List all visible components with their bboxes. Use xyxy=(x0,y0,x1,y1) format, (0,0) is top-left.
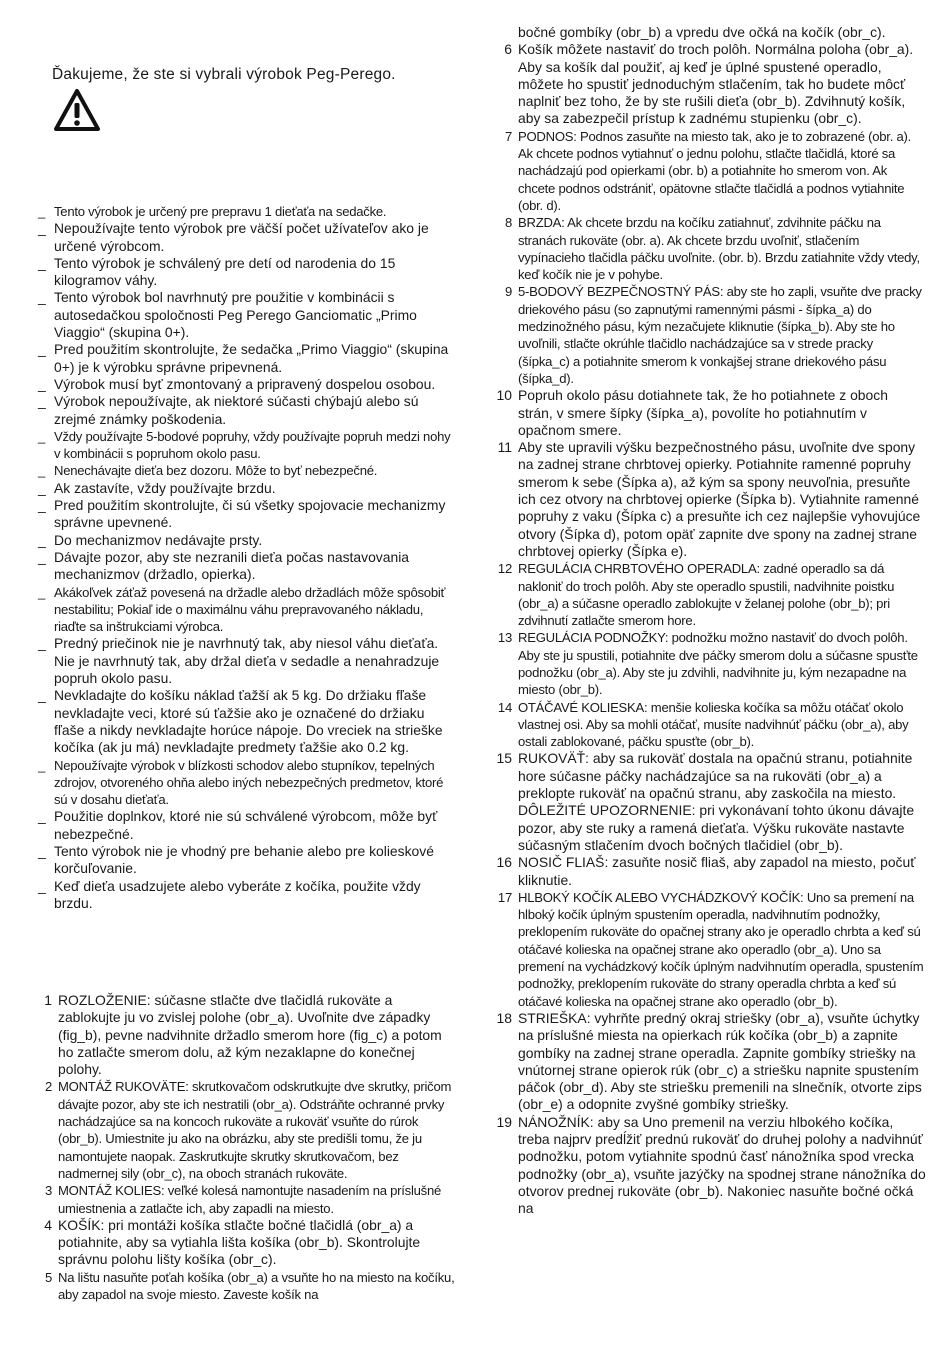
warning-text: Keď dieťa usadzujete alebo vyberáte z kočíka, použite vždy brzdu. xyxy=(54,877,421,911)
warning-text: Nepoužívajte tento výrobok pre väčší počet užívateľov ako je určené výrobcom. xyxy=(54,220,429,254)
step-text: BRZDA: Ak chcete brzdu na kočíku zatiahnuť, zdvihnite páčku na stranách rukoväte (obr. a). Ak chcete brzdu uvoľniť, stlačením vypínacieho tlačidla páčku uvoľnite. (obr. b). Brzdu zatiahnite vždy vtedy, keď kočík nie je v pohybe. xyxy=(518,215,920,283)
continuation-text: bočné gombíky (obr_b) a vpredu dve očká na kočík (obr_c). xyxy=(518,24,886,40)
step-number: 7 xyxy=(504,128,512,144)
warning-item xyxy=(38,687,456,756)
step-number: 16 xyxy=(496,854,512,871)
dash-bullet: _ xyxy=(38,463,46,479)
dash-bullet: _ xyxy=(38,757,46,773)
warning-item xyxy=(38,376,456,393)
step-text: OTÁČAVÉ KOLIESKA: menšie kolieska kočíka sa môžu otáčať okolo vlastnej osi. Aby sa mohli otáčať, musíte nadvihnúť páčku (obr_a), aby ostali zablokované, páčku spusťte (obr_b). xyxy=(518,699,909,750)
warning-text: Výrobok nepoužívajte, ak niektoré súčasti chýbajú alebo sú zrejmé známky poškodenia. xyxy=(54,393,419,427)
warning-text: Do mechanizmov nedávajte prsty. xyxy=(54,531,263,548)
warning-text: Tento výrobok je určený pre prepravu 1 dieťaťa na sedačke. xyxy=(54,204,387,219)
step-number: 13 xyxy=(497,630,512,646)
step-text: Popruh okolo pásu dotiahnete tak, že ho potiahnete z oboch strán, v smere šípky (šípka_a), povolíte ho potiahnutím v opačnom smere. xyxy=(518,387,888,438)
step-text: Aby ste upravili výšku bezpečnostného pásu, uvoľnite dve spony na zadnej strane chrbtovej opierky. Potiahnite ramenné popruhy smerom k sebe (Šípka a), až kým sa spony neuvoľnia, presuňte ich cez otvory na chrbtovej opierke (Šípka b). Vytiahnite ramenné popruhy z vaku (Šípka c) a presuňte ich cez najlepšie vyhovujúce otvory (Šípka d), potom opäť zapnite dve spony na zadnej strane chrbtovej opierky (Šípka e). xyxy=(518,439,921,559)
instruction-step xyxy=(36,1269,456,1304)
instruction-step xyxy=(496,283,926,387)
dash-bullet: _ xyxy=(38,375,46,392)
instruction-step xyxy=(496,629,926,698)
warning-item xyxy=(38,878,456,913)
warning-item xyxy=(38,532,456,549)
step-text: MONTÁŽ RUKOVÄTE: skrutkovačom odskrutkujte dve skrutky, pričom dávajte pozor, aby ste ich nestratili (obr_a). Odstráňte ochranné prvky nachádzajúce sa na koncoch rukoväte a rukoväť vsuňte do rúrok (obr_b). Umiestnite ju ako na obrázku, aby ste predišli tomu, že ju namontujete naopak. Zaskrutkujte skrutky skrutkovačom, bez nadmernej sily (obr_c), na oboch stranách rukoväte. xyxy=(58,1079,452,1181)
warning-text: Použitie doplnkov, ktoré nie sú schválené výrobcom, môže byť nebezpečné. xyxy=(54,808,438,842)
instruction-step xyxy=(36,1182,456,1217)
warning-item xyxy=(38,584,456,636)
step-number: 17 xyxy=(497,889,512,905)
step-number: 6 xyxy=(504,41,512,58)
warning-item xyxy=(38,203,456,220)
step-text: STRIEŠKA: vyhrňte predný okraj striešky (obr_a), vsuňte úchytky na príslušné miesta na opierkach rúk kočíka (obr_b) a zapnite gombíky na zadnej strane operadla. Zapnite gombíky striešky na vnútornej strane opierok rúk (obr_c) a striešku napnite spustením páčok (obr_d). Aby ste striešku premenili na slnečník, otvorte zips (obr_e) a odopnite zvyšné gombíky striešky. xyxy=(518,1009,922,1113)
instruction-step xyxy=(496,560,926,629)
instruction-step xyxy=(36,1078,456,1182)
dash-bullet: _ xyxy=(38,393,46,410)
step-text: Košík môžete nastaviť do troch polôh. Normálna poloha (obr_a). Aby sa košík dal použiť, aj keď je úplné spustené operadlo, môžete ho spustiť jednoduchým stlačením, tak ho budete môcť naplniť bez toho, že by ste rušili dieťa (obr_b). Zdvihnutý košík, aby sa zabezpečil prístup k zadnému stupienku (obr_c). xyxy=(518,41,914,127)
dash-bullet: _ xyxy=(38,204,46,219)
step-text: MONTÁŽ KOLIES: veľké kolesá namontujte nasadením na príslušné umiestnenia a zatlačte ich, aby zapadli na miesto. xyxy=(58,1183,442,1216)
instruction-step xyxy=(36,1217,456,1269)
warning-item xyxy=(38,497,456,532)
warning-item xyxy=(38,289,456,341)
warning-text: Nenechávajte dieťa bez dozoru. Môže to byť nebezpečné. xyxy=(54,463,378,479)
warning-item xyxy=(38,462,456,479)
step-text: REGULÁCIA PODNOŽKY: podnožku možno nastaviť do dvoch polôh. Aby ste ju spustili, potiahnite dve páčky smerom dolu a súčasne spusťte podnožku (obr_a). Aby ste ju zdvihli, nadvihnite ju, kým nezapadne na miesto (obr_b). xyxy=(518,630,918,698)
dash-bullet: _ xyxy=(38,289,46,306)
step-text: RUKOVÄŤ: aby sa rukoväť dostala na opačnú stranu, potiahnite hore súčasne páčky nachádzajúce sa na rukoväti (obr_a) a preklopte rukoväť na opačnú stranu, aby zaskočila na miesto. DÔLEŽITÉ UPOZORNENIE: pri vykonávaní tohto úkonu dávajte pozor, aby ste ruky a ramená dieťaťa. Výšku rukoväte nastavte súčasným stlačením dvoch bočných tlačidiel (obr_b). xyxy=(518,750,915,853)
dash-bullet: _ xyxy=(38,635,46,652)
dash-bullet: _ xyxy=(38,842,46,859)
dash-bullet: _ xyxy=(38,548,46,565)
warning-triangle-icon xyxy=(53,88,101,132)
dash-bullet: _ xyxy=(38,428,46,444)
instructions-left xyxy=(36,992,456,1303)
step-text: KOŠÍK: pri montáži košíka stlačte bočné tlačidlá (obr_a) a potiahnite, aby sa vytiahla lišta košíka (obr_b). Skontrolujte správnu polohu lišty košíka (obr_c). xyxy=(58,1216,421,1268)
step-text: PODNOS: Podnos zasuňte na miesto tak, ako je to zobrazené (obr. a). Ak chcete podnos vytiahnuť o jednu polohu, stlačte tlačidlá, ktoré sa nachádzajú pod opierkami (obr. b) a potiahnite ho smerom von. Ak chcete podnos odstrániť, opätovne stlačte tlačidlá a podnos vytiahnite (obr. d). xyxy=(518,128,912,213)
warnings-list xyxy=(38,203,456,912)
step-number: 19 xyxy=(496,1113,512,1130)
dash-bullet: _ xyxy=(38,254,46,271)
dash-bullet: _ xyxy=(38,584,46,600)
instruction-step xyxy=(496,439,926,560)
warning-text: Nevkladajte do košíku náklad ťažší ak 5 kg. Do držiaku fľaše nevkladajte veci, ktoré sú ťažšie ako je označené do držiaku fľaše a nikdy nevkladajte horúce nápoje. Do vreciek na strieške kočíka (ak ju má) nevkladajte predmety ťažšie ako 0.2 kg. xyxy=(54,687,443,756)
dash-bullet: _ xyxy=(38,479,46,496)
warning-text: Výrobok musí byť zmontovaný a pripravený dospelou osobou. xyxy=(54,375,436,392)
warning-item xyxy=(38,635,456,687)
dash-bullet: _ xyxy=(38,808,46,825)
dash-bullet: _ xyxy=(38,341,46,358)
step-number: 14 xyxy=(497,699,512,715)
warning-text: Nepoužívajte výrobok v blízkosti schodov alebo stupníkov, tepelných zdrojov, otvoreného ohňa alebo iných nebezpečných predmetov, ktoré sú v dosahu dieťaťa. xyxy=(54,757,444,808)
instruction-step xyxy=(496,128,926,214)
warning-text: Predný priečinok nie je navrhnutý tak, aby niesol váhu dieťaťa. Nie je navrhnutý tak, aby držal dieťa v sedadle a nenahradzuje popruh okolo pasu. xyxy=(54,635,440,687)
instructions-right xyxy=(496,24,926,1217)
thank-you-text: Ďakujeme, že ste si vybrali výrobok Peg-Perego. xyxy=(52,66,396,83)
warning-item xyxy=(38,843,456,878)
step-text: NOSIČ FLIAŠ: zasuňte nosič fliaš, aby zapadol na miesto, počuť kliknutie. xyxy=(518,854,916,888)
dash-bullet: _ xyxy=(38,531,46,548)
step-number: 18 xyxy=(496,1009,512,1026)
step-number: 15 xyxy=(496,750,512,767)
dash-bullet: _ xyxy=(38,687,46,704)
step-number: 12 xyxy=(497,561,512,577)
warning-item xyxy=(38,549,456,584)
step-number: 1 xyxy=(44,992,52,1008)
warning-text: Tento výrobok bol navrhnutý pre použitie v kombinácii s autosedačkou spoločnosti Peg Perego Ganciomatic „Primo Viaggio“ (skupina 0+). xyxy=(54,289,417,341)
step-text: REGULÁCIA CHRBTOVÉHO OPERADLA: zadné operadlo sa dá nakloniť do troch polôh. Aby ste operadlo spustili, nadvihnite poistku (obr_a) a súčasne operadlo zablokujte v želanej polohe (obr_b); pri zdvihnutí zatlačte smerom hore. xyxy=(518,561,895,629)
instruction-step xyxy=(496,854,926,889)
step-text: ROZLOŽENIE: súčasne stlačte dve tlačidlá rukoväte a zablokujte ju vo zvislej polohe (obr_a). Uvoľnite dve západky (fig_b), pevne nadvihnite držadlo smerom hore (fig_c) a potom ho zatlačte smerom dolu, až kým nezaklapne do konečnej polohy. xyxy=(58,992,442,1078)
step-number: 3 xyxy=(44,1183,52,1199)
step-text: NÁNOŽNÍK: aby sa Uno premenil na verziu hlbokého kočíka, treba najprv predĺžiť prednú rukoväť do druhej polohy a nadvihnúť podnožku, potom vytiahnite spodnú časť nánožníka spod vrecka podnožky (obr_a), vsuňte jazýčky na spodnej strane nánožníka do otvorov prednej rukoväte (obr_b). Nakoniec nasuňte bočné očká na xyxy=(518,1113,926,1217)
instruction-step xyxy=(496,214,926,283)
instruction-step xyxy=(496,41,926,127)
warning-item xyxy=(38,428,456,463)
step-number: 11 xyxy=(497,439,512,456)
instruction-step xyxy=(496,699,926,751)
step-number: 10 xyxy=(496,387,512,404)
step-text: 5-BODOVÝ BEZPEČNOSTNÝ PÁS: aby ste ho zapli, vsuňte dve pracky driekového pásu (so zapnutými ramennými pásmi - šípka_a) do medzinožného pásu, kým nezačujete kliknutie (šípka_b). Aby ste ho uvoľnili, stlačte okrúhle tlačidlo nachádzajúce sa v strede pracky (šípka_c) a potiahnite smerom k vonkajšej strane driekového pásu (šípka_d). xyxy=(518,284,922,386)
warning-item xyxy=(38,220,456,255)
instruction-step xyxy=(496,750,926,854)
warning-text: Dávajte pozor, aby ste nezranili dieťa počas nastavovania mechanizmov (držadlo, opierka). xyxy=(54,548,410,583)
step-number: 9 xyxy=(504,284,512,300)
warning-text: Pred použitím skontrolujte, že sedačka „Primo Viaggio“ (skupina 0+) je k výrobku správne pripevnená. xyxy=(54,341,449,375)
dash-bullet: _ xyxy=(38,497,46,514)
step-number: 2 xyxy=(44,1079,52,1095)
instruction-step xyxy=(496,1114,926,1218)
instruction-step xyxy=(36,992,456,1078)
warning-text: Vždy používajte 5-bodové popruhy, vždy používajte popruh medzi nohy v kombinácii s popruhom okolo pasu. xyxy=(54,428,451,462)
step-text: HLBOKÝ KOČÍK ALEBO VYCHÁDZKOVÝ KOČÍK: Uno sa premení na hlboký kočík úplným spustením operadla, nadvihnutím podnožky, preklopením rukoväte do opačnej strany ako je operadlo chrbta a keď sú otáčavé kolieska na opačnej strane ako operadlo (obr_a). Uno sa premení na vychádzkový kočík úplným nadvihnutím operadla, spustením podnožky, preklopením rukoväte do strany operadla chrbta a keď sú otáčavé kolieska na opačnej strane ako operadlo (obr_b). xyxy=(518,889,924,1009)
warning-text: Tento výrobok nie je vhodný pre behanie alebo pre kolieskové korčuľovanie. xyxy=(54,842,434,877)
warning-item xyxy=(38,341,456,376)
warning-text: Pred použitím skontrolujte, či sú všetky spojovacie mechanizmy správne upevnené. xyxy=(54,497,446,531)
warning-text: Akákoľvek záťaž povesená na držadle alebo držadlách môže spôsobiť nestabilitu; Pokiaľ ide o maximálnu váhu prepravovaného nákladu, riaďte sa inštrukciami výrobca. xyxy=(54,584,446,635)
step-text: Na lištu nasuňte poťah košíka (obr_a) a vsuňte ho na miesto na kočíku, aby zapadol na svoje miesto. Zaveste košík na xyxy=(58,1269,455,1303)
step-number: 4 xyxy=(44,1216,52,1233)
warning-item xyxy=(38,393,456,428)
step-number: 8 xyxy=(504,215,512,231)
warning-item xyxy=(38,480,456,497)
dash-bullet: _ xyxy=(38,220,46,237)
warning-item xyxy=(38,808,456,843)
instruction-step xyxy=(496,889,926,1010)
instruction-step xyxy=(496,1010,926,1114)
warning-item xyxy=(38,255,456,290)
instructions-right-list xyxy=(496,41,926,1217)
step-number: 5 xyxy=(44,1269,52,1285)
warning-item xyxy=(38,757,456,809)
warning-text: Tento výrobok je schválený pre detí od narodenia do 15 kilogramov váhy. xyxy=(54,254,396,289)
dash-bullet: _ xyxy=(38,877,46,894)
instruction-step xyxy=(496,387,926,439)
warning-text: Ak zastavíte, vždy používajte brzdu. xyxy=(54,479,276,496)
